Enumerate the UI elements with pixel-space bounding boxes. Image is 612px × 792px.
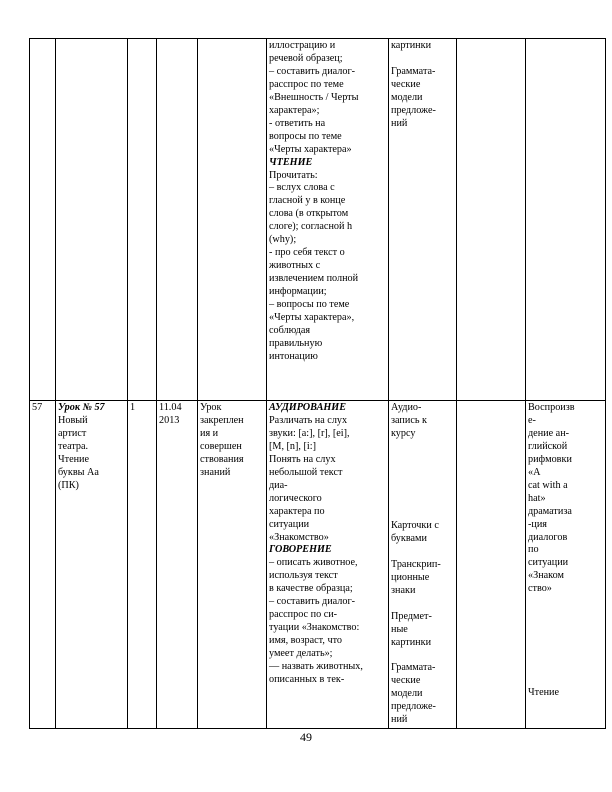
materials-audio: Аудио- запись к курсу — [391, 402, 427, 439]
materials-cell — [389, 401, 457, 729]
type-cell — [198, 401, 267, 729]
content-cell — [267, 401, 389, 729]
lesson-cell — [56, 401, 128, 729]
hours-cell — [128, 39, 157, 401]
number-cell — [30, 401, 56, 729]
materials-cell — [389, 39, 457, 401]
table-row — [30, 39, 606, 401]
listening-heading: АУДИРОВАНИЕ — [269, 402, 347, 413]
activity-text: Воспроизв e- дение ан- глийской рифмовки «A cat with a hat» драматиза -ция диалогов по ситуации «Знаком ство» — [528, 402, 575, 595]
type-cell — [198, 39, 267, 401]
speaking-lines: – описать животное, используя текст в качестве образца; – составить диалог- расспрос по си- туации «Знакомство: имя, возраст, что умеет делать»; — назвать животных, описанных в тек- — [269, 557, 363, 686]
lesson-cell — [56, 39, 128, 401]
materials-grammar: Граммата- ческие модели предложе- ний — [391, 65, 436, 129]
lesson-title: Урок № 57 — [58, 402, 105, 413]
number-cell — [30, 39, 56, 401]
lesson-topic: Новый артист театра. Чтение буквы Aa (ПК) — [58, 414, 99, 491]
materials-pictures: Предмет- ные картинки — [391, 610, 432, 648]
reading-lines: Прочитать: – вслух слова с гласной y в конце слова (в открытом слоге); согласной h (why); - про себя текст о животных с извлечением полной информации; – вопросы по теме «Черты характера», соблюдая правильную интонацию — [269, 169, 359, 362]
materials-grammar: Граммата- ческие модели предложе- ний — [391, 662, 436, 726]
extra-cell — [457, 401, 526, 729]
date-cell — [157, 39, 198, 401]
page-number: 49 — [300, 730, 312, 744]
listening-lines: Различать на слух звуки: [a:], [r], [ei], [M, [n], [i:] Понять на слух небольшой текст диа- логического характера по ситуации «Знакомство» — [269, 414, 350, 543]
content-lines: иллострацию и речевой образец; – составить диалог- расспрос по теме «Внешность / Черты характера»; - ответить на вопросы по теме «Черты характера» — [269, 40, 359, 155]
lesson-type: Урок закреплен ия и совершен ствования знаний — [200, 402, 244, 478]
activity-cell — [526, 39, 606, 401]
materials-transcription: Транскрип- ционные знаки — [391, 558, 441, 596]
lesson-date: 11.04 2013 — [159, 402, 182, 426]
content-cell — [267, 39, 389, 401]
speaking-heading: ГОВОРЕНИЕ — [269, 544, 332, 556]
materials-pictures: картинки — [391, 40, 432, 51]
date-cell — [157, 401, 198, 729]
activity-reading: Чтение — [528, 687, 560, 699]
lesson-hours: 1 — [130, 402, 136, 413]
lesson-plan-table — [29, 38, 606, 729]
extra-cell — [457, 39, 526, 401]
activity-cell — [526, 401, 606, 729]
hours-cell — [128, 401, 157, 729]
lesson-number: 57 — [32, 402, 43, 413]
reading-heading: ЧТЕНИЕ — [269, 156, 313, 168]
materials-cards: Карточки с буквами — [391, 519, 439, 544]
table-row — [30, 401, 606, 729]
